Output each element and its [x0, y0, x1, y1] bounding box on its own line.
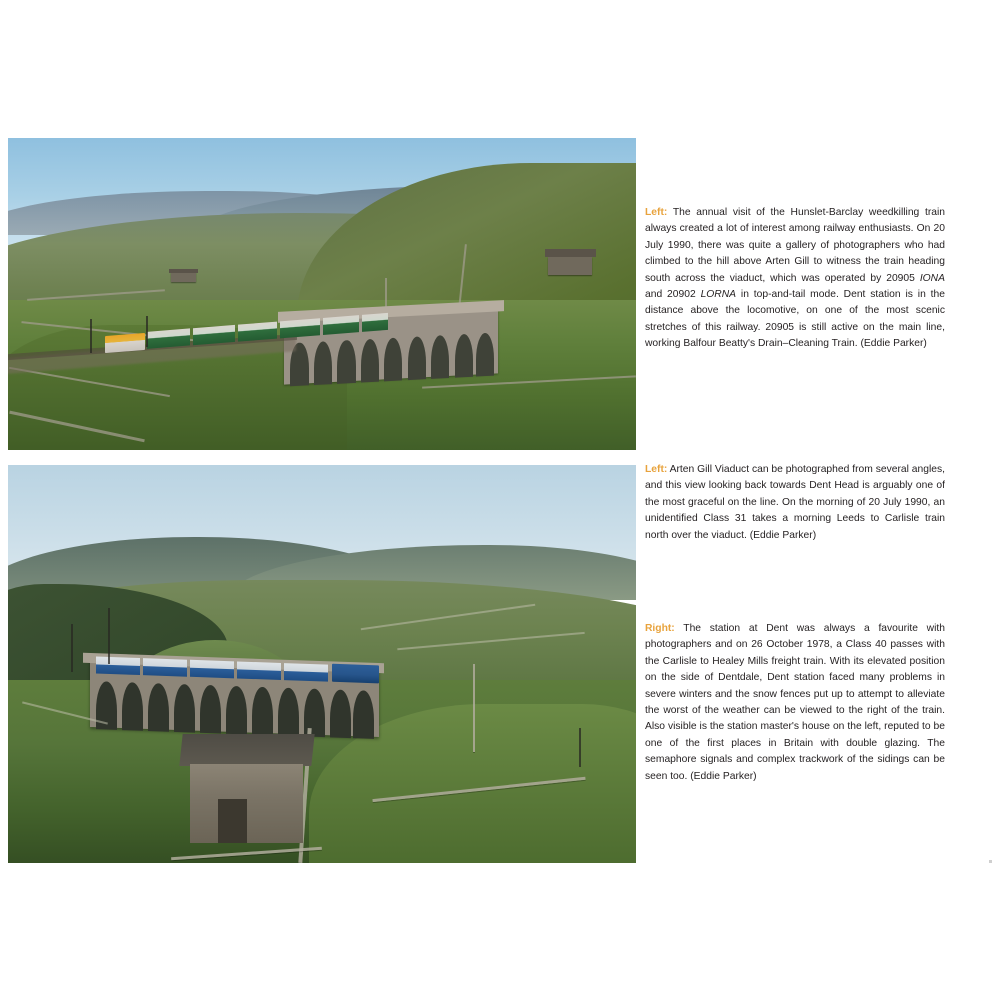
class-20-locomotive — [105, 333, 145, 353]
photo-class31-arten-gill-viaduct — [8, 465, 636, 863]
passenger-coach — [96, 657, 140, 675]
caption-text-after: in top-and-tail mode. Dent station is in the distance above the locomotive, on one of the most scenic stretches of this railway. 20905 is still active on the main line, working Balfour Beatty's Drain–Cleaning Train. (Eddie Parker) — [645, 289, 945, 350]
barn-door — [218, 799, 246, 843]
caption-text: The annual visit of the Hunslet-Barclay weedkilling train always created a lot of interest among railway enthusiasts. On 20 July 1990, there was quite a gallery of photographers who had climbed to the hill above Arten Gill to witness the train heading south across the viaduct, which was operated by 20905 — [645, 207, 945, 284]
tank-wagon — [193, 325, 235, 345]
tank-wagon — [362, 313, 387, 332]
stone-barn — [190, 764, 303, 844]
class-31-locomotive — [331, 664, 378, 684]
farm-building — [171, 272, 196, 281]
caption-text: Arten Gill Viaduct can be photographed from several angles, and this view looking back towards Dent Head is arguably one of the most graceful on the line. On the morning of 20 July 1990, an unidentified Class 31 takes a morning Leeds to Carlisle train north over the viaduct. (Eddie Parker) — [645, 464, 945, 541]
passenger-coach — [143, 658, 187, 676]
caption-lead: Left: — [645, 464, 668, 475]
passenger-coach — [284, 663, 328, 681]
loco-name-iona: IONA — [919, 272, 945, 284]
loco-name-lorna: LORNA — [700, 289, 737, 301]
caption-lead: Left: — [645, 207, 668, 218]
drystone-wall — [473, 664, 475, 752]
passenger-coach — [237, 661, 281, 679]
tank-wagon — [148, 328, 190, 348]
passenger-coach — [190, 660, 234, 678]
photo-weedkilling-train-arten-gill — [8, 138, 636, 450]
telegraph-pole — [146, 316, 148, 347]
tank-wagon — [238, 321, 278, 341]
telegraph-pole — [71, 624, 73, 672]
caption-dent-station — [645, 621, 945, 785]
tank-wagon — [281, 318, 321, 338]
page-registration-mark — [989, 860, 992, 863]
telegraph-pole — [90, 319, 92, 353]
lineside-post — [579, 728, 581, 768]
barn-roof — [179, 734, 314, 766]
stone-barn — [548, 257, 592, 276]
caption-text: The station at Dent was always a favourite with photographers and on 26 October 1978, a Class 40 passes with the Carlisle to Healey Mills freight train. With its elevated position on the side of Dentdale, Dent station faced many problems in severe winters and the snow fences put up to attempt to alleviate the worst of the weather can be viewed to the right of the train. Also visible is the station master's house on the left, reputed to be one of the first places in Britain with double glazing. The semaphore signals and complex trackwork of the sidings can be seen too. (Eddie Parker) — [645, 623, 945, 782]
telegraph-pole — [108, 608, 110, 664]
caption-text-middle: and 20902 — [645, 289, 701, 301]
caption-weedkilling-train — [645, 205, 945, 353]
tank-wagon — [323, 315, 360, 335]
caption-lead: Right: — [645, 623, 675, 634]
caption-arten-gill-viaduct — [645, 462, 945, 544]
